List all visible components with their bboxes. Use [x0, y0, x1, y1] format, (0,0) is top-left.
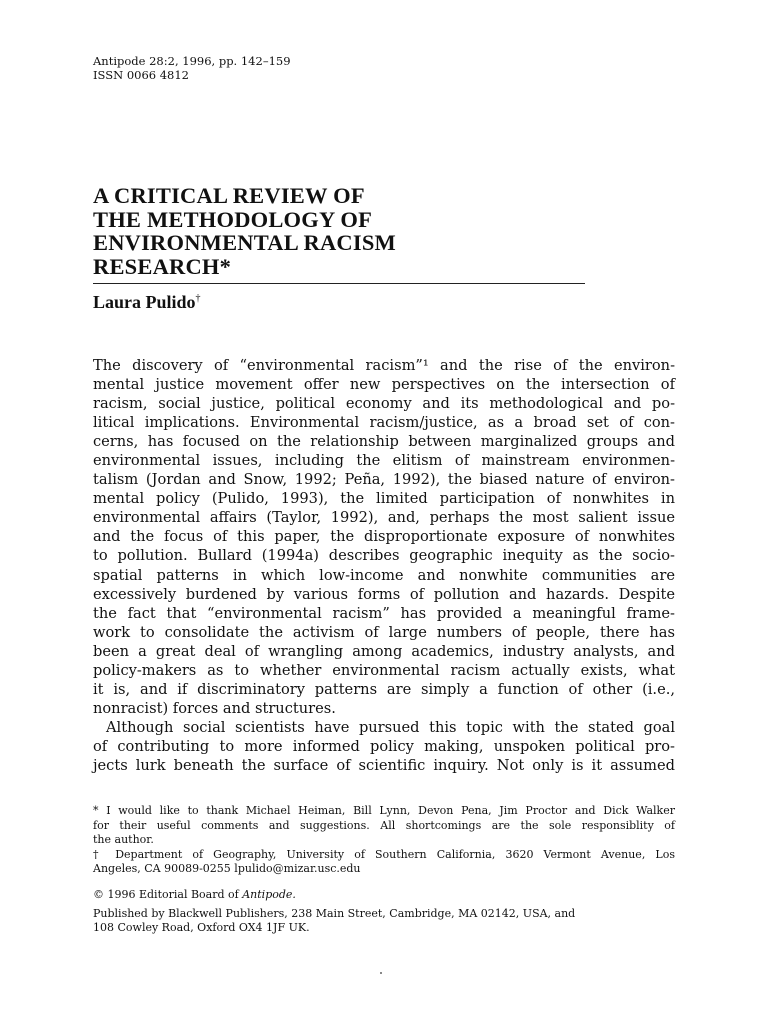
title-line: THE METHODOLOGY OF — [93, 206, 373, 232]
journal-citation: Antipode 28:2, 1996, pp. 142–159 — [93, 54, 291, 68]
footnotes — [93, 804, 675, 877]
body-line: racism, social justice, political economy and its methodological and po- — [93, 395, 675, 413]
scan-speck — [380, 972, 382, 974]
body-line: nonracist) forces and structures. — [93, 699, 336, 717]
footnote-line: the author. — [93, 833, 154, 846]
body-line: of contributing to more informed policy making, unspoken political pro- — [93, 737, 675, 755]
copyright-journal: Antipode. — [242, 888, 296, 901]
publisher-address: 108 Cowley Road, Oxford OX4 1JF UK. — [93, 921, 310, 934]
body-line: jects lurk beneath the surface of scientific inquiry. Not only is it assumed — [93, 756, 675, 774]
body-line: mental justice movement offer new perspectives on the intersection of — [93, 376, 675, 394]
body-line: litical implications. Environmental racism/justice, as a broad set of con- — [93, 414, 675, 432]
title-line: A CRITICAL REVIEW OF — [93, 183, 365, 208]
body-line: mental policy (Pulido, 1993), the limited participation of nonwhites in — [93, 490, 675, 508]
publisher-line: Published by Blackwell Publishers, 238 Main Street, Cambridge, MA 02142, USA, and — [93, 906, 576, 920]
author-footnote-mark: † — [195, 293, 201, 304]
body-line: it is, and if discriminatory patterns are simply a function of other (i.e., — [93, 680, 675, 698]
footnote-line: for their useful comments and suggestions. All shortcomings are the sole responsiblity of — [93, 818, 675, 832]
body-line: been a great deal of wrangling among academics, industry analysts, and — [93, 642, 675, 660]
body-line: to pollution. Bullard (1994a) describes geographic inequity as the socio- — [93, 547, 675, 565]
body-line: spatial patterns in which low-income and nonwhite communities are — [93, 566, 675, 584]
body-line: environmental affairs (Taylor, 1992), and, perhaps the most salient issue — [93, 509, 675, 527]
article-title — [93, 184, 613, 278]
footnote-line: * I would like to thank Michael Heiman, Bill Lynn, Devon Pena, Jim Proctor and Dick Walker — [93, 804, 675, 817]
publisher-info — [93, 888, 675, 936]
footnote-line: † Department of Geography, University of Southern California, 3620 Vermont Avenue, Los — [93, 847, 675, 861]
author-name — [93, 292, 201, 313]
issn: ISSN 0066 4812 — [93, 68, 190, 82]
body-line: excessively burdened by various forms of pollution and hazards. Despite — [93, 585, 675, 603]
author-text: Laura Pulido — [93, 292, 196, 312]
copyright-line — [93, 888, 675, 903]
body-line: work to consolidate the activism of large numbers of people, there has — [93, 623, 675, 641]
journal-info — [93, 54, 291, 82]
body-line: Although social scientists have pursued this topic with the stated goal — [106, 718, 675, 736]
footnote-line: Angeles, CA 90089-0255 lpulido@mizar.usc.edu — [93, 862, 361, 875]
body-line: The discovery of “environmental racism”¹ and the rise of the environ- — [93, 357, 675, 374]
body-line: environmental issues, including the elitism of mainstream environmen- — [93, 452, 675, 470]
body-line: the fact that “environmental racism” has provided a meaningful frame- — [93, 604, 675, 622]
copyright-text: © 1996 Editorial Board of — [93, 888, 243, 901]
title-rule — [93, 283, 585, 284]
body-line: cerns, has focused on the relationship between marginalized groups and — [93, 433, 675, 451]
body-line: policy-makers as to whether environmental racism actually exists, what — [93, 661, 675, 679]
title-line: RESEARCH* — [93, 253, 232, 279]
body-line: and the focus of this paper, the disproportionate exposure of nonwhites — [93, 528, 675, 546]
title-line: ENVIRONMENTAL RACISM — [93, 230, 396, 255]
body-text — [93, 356, 675, 775]
body-line: talism (Jordan and Snow, 1992; Peña, 1992), the biased nature of environ- — [93, 471, 675, 489]
